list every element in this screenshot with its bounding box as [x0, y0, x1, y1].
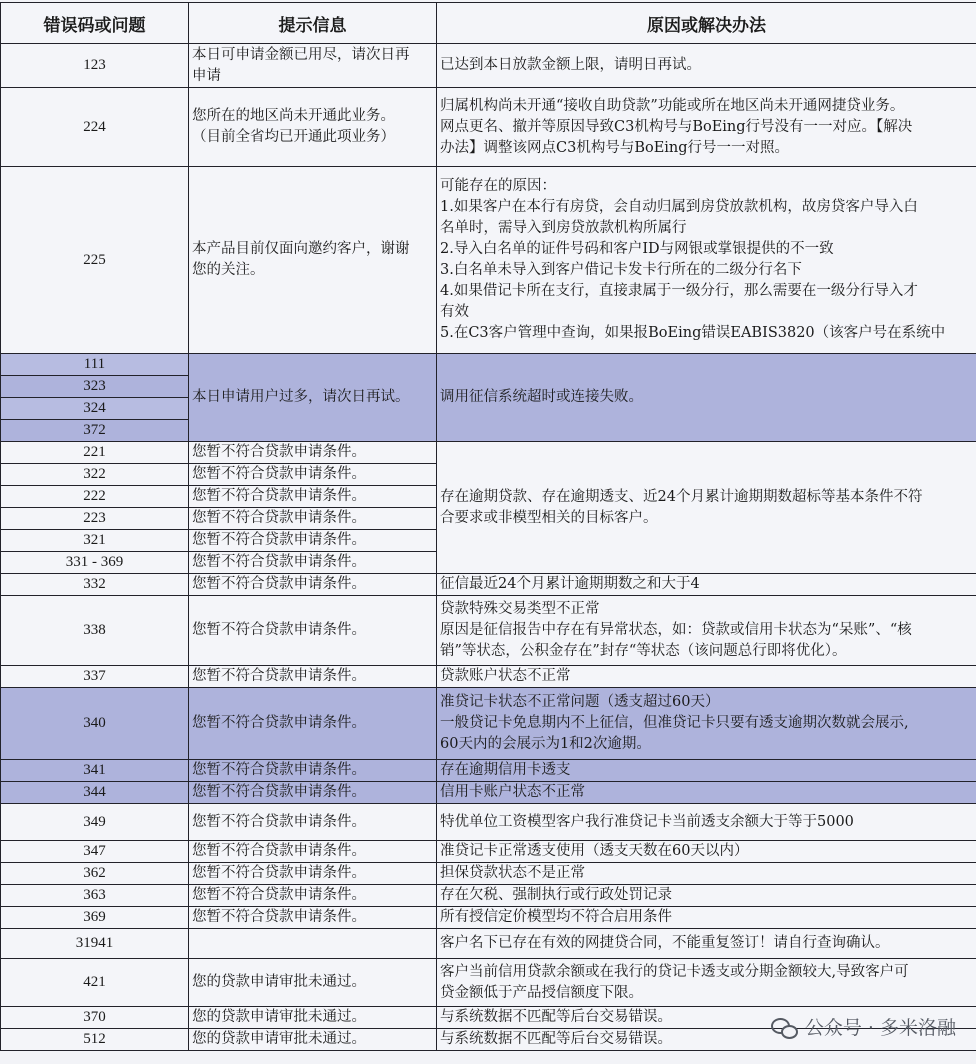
reason-cell: 准贷记卡正常透支使用（透支天数在60天以内） — [437, 841, 976, 863]
hint-cell: 您暂不符合贷款申请条件。 — [189, 508, 437, 530]
code-cell: 222 — [1, 486, 189, 508]
code-cell: 321 — [1, 530, 189, 552]
reason-cell: 客户名下已存在有效的网捷贷合同，不能重复签订！请自行查询确认。 — [437, 929, 976, 959]
hint-cell: 本产品目前仅面向邀约客户，谢谢 您的关注。 — [189, 167, 437, 354]
code-cell: 347 — [1, 841, 189, 863]
code-cell: 344 — [1, 782, 189, 804]
code-cell: 225 — [1, 167, 189, 354]
table-row — [1, 760, 976, 782]
hint-cell: 您暂不符合贷款申请条件。 — [189, 530, 437, 552]
table-row — [1, 44, 976, 88]
reason-cell: 客户当前信用贷款余额或在我行的贷记卡透支或分期金额较大,导致客户可 贷金额低于产品授信额度下限。 — [437, 959, 976, 1007]
hint-cell: 您暂不符合贷款申请条件。 — [189, 782, 437, 804]
code-cell: 370 — [1, 1007, 189, 1029]
hint-cell: 您暂不符合贷款申请条件。 — [189, 486, 437, 508]
hint-cell — [189, 929, 437, 959]
table-row — [1, 596, 976, 666]
code-cell: 111 — [1, 354, 189, 376]
reason-cell: 与系统数据不匹配等后台交易错误。 — [437, 1029, 976, 1051]
hint-cell: 您暂不符合贷款申请条件。 — [189, 841, 437, 863]
code-cell: 324 — [1, 398, 189, 420]
reason-cell: 贷款账户状态不正常 — [437, 666, 976, 688]
reason-cell: 与系统数据不匹配等后台交易错误。 — [437, 1007, 976, 1029]
hint-cell: 您的贷款申请审批未通过。 — [189, 959, 437, 1007]
code-cell: 323 — [1, 376, 189, 398]
hint-cell: 您暂不符合贷款申请条件。 — [189, 804, 437, 841]
hint-cell: 本日申请用户过多，请次日再试。 — [189, 354, 437, 442]
code-cell: 337 — [1, 666, 189, 688]
code-cell: 221 — [1, 442, 189, 464]
code-cell: 372 — [1, 420, 189, 442]
hint-cell: 您暂不符合贷款申请条件。 — [189, 442, 437, 464]
header-reason: 原因或解决办法 — [437, 3, 976, 44]
hint-cell: 您暂不符合贷款申请条件。 — [189, 907, 437, 929]
code-cell: 349 — [1, 804, 189, 841]
code-cell: 123 — [1, 44, 189, 88]
hint-cell: 您所在的地区尚未开通此业务。 （目前全省均已开通此项业务） — [189, 88, 437, 167]
header-hint: 提示信息 — [189, 3, 437, 44]
table-row — [1, 841, 976, 863]
code-cell: 322 — [1, 464, 189, 486]
hint-cell: 您暂不符合贷款申请条件。 — [189, 666, 437, 688]
code-cell: 512 — [1, 1029, 189, 1051]
table-row — [1, 863, 976, 885]
table-row — [1, 782, 976, 804]
header-row — [1, 3, 976, 44]
hint-cell: 您暂不符合贷款申请条件。 — [189, 596, 437, 666]
hint-cell: 您的贷款申请审批未通过。 — [189, 1029, 437, 1051]
header-code: 错误码或问题 — [1, 3, 189, 44]
hint-cell: 您暂不符合贷款申请条件。 — [189, 863, 437, 885]
hint-cell: 您暂不符合贷款申请条件。 — [189, 688, 437, 760]
reason-cell: 已达到本日放款金额上限，请明日再试。 — [437, 44, 976, 88]
code-cell: 341 — [1, 760, 189, 782]
code-cell: 31941 — [1, 929, 189, 959]
hint-cell: 您暂不符合贷款申请条件。 — [189, 885, 437, 907]
reason-cell: 征信最近24个月累计逾期期数之和大于4 — [437, 574, 976, 596]
table-row — [1, 688, 976, 760]
reason-cell: 准贷记卡状态不正常问题（透支超过60天） 一般贷记卡免息期内不上征信，但准贷记卡只要有透支逾期次数就会展示, 60天内的会展示为1和2次逾期。 — [437, 688, 976, 760]
error-code-table — [0, 2, 976, 1051]
table-row — [1, 354, 976, 376]
reason-cell: 信用卡账户状态不正常 — [437, 782, 976, 804]
code-cell: 362 — [1, 863, 189, 885]
table-row — [1, 167, 976, 354]
hint-cell: 您暂不符合贷款申请条件。 — [189, 574, 437, 596]
reason-cell: 担保贷款状态不是正常 — [437, 863, 976, 885]
hint-cell: 您的贷款申请审批未通过。 — [189, 1007, 437, 1029]
table-row — [1, 574, 976, 596]
reason-cell: 可能存在的原因： 1.如果客户在本行有房贷，会自动归属到房贷放款机构，故房贷客户导入白 名单时，需导入到房贷放款机构所属行 2.导入白名单的证件号码和客户ID与网银或掌银提供的不一致 3.白名单未导入到客户借记卡发卡行所在的二级分行名下 4.如果借记卡所在支行，直接隶属于一级分行，那么需要在一级分行导入才 有效 5.在C3客户管理中查询，如果报BoEing错误EABIS3820（该客户号在系统中 — [437, 167, 976, 354]
code-cell: 340 — [1, 688, 189, 760]
watermark — [771, 1013, 956, 1040]
reason-cell: 所有授信定价模型均不符合启用条件 — [437, 907, 976, 929]
hint-cell: 您暂不符合贷款申请条件。 — [189, 552, 437, 574]
reason-cell: 存在欠税、强制执行或行政处罚记录 — [437, 885, 976, 907]
table-row — [1, 442, 976, 464]
code-cell: 421 — [1, 959, 189, 1007]
table-row — [1, 666, 976, 688]
hint-cell: 您暂不符合贷款申请条件。 — [189, 760, 437, 782]
reason-cell: 存在逾期贷款、存在逾期透支、近24个月累计逾期期数超标等基本条件不符 合要求或非模型相关的目标客户。 — [437, 442, 976, 574]
code-cell: 224 — [1, 88, 189, 167]
watermark-text: 公众号 · 多米洛融 — [804, 1017, 956, 1039]
table-row — [1, 907, 976, 929]
wechat-icon — [771, 1016, 797, 1038]
table-row — [1, 88, 976, 167]
table-row — [1, 885, 976, 907]
reason-cell: 调用征信系统超时或连接失败。 — [437, 354, 976, 442]
table-row — [1, 804, 976, 841]
reason-cell: 存在逾期信用卡透支 — [437, 760, 976, 782]
reason-cell: 归属机构尚未开通“接收自助贷款”功能或所在地区尚未开通网捷贷业务。 网点更名、撤并等原因导致C3机构号与BoEing行号没有一一对应。【解决 办法】调整该网点C3机构号与BoEing行号一一对照。 — [437, 88, 976, 167]
code-cell: 331 - 369 — [1, 552, 189, 574]
table-row — [1, 929, 976, 959]
code-cell: 363 — [1, 885, 189, 907]
code-cell: 332 — [1, 574, 189, 596]
reason-cell: 贷款特殊交易类型不正常 原因是征信报告中存在有异常状态，如：贷款或信用卡状态为“呆账”、“核 销”等状态，公积金存在”封存“等状态（该问题总行即将优化）。 — [437, 596, 976, 666]
code-cell: 223 — [1, 508, 189, 530]
hint-cell: 本日可申请金额已用尽，请次日再 申请 — [189, 44, 437, 88]
code-cell: 338 — [1, 596, 189, 666]
table-row — [1, 959, 976, 1007]
code-cell: 369 — [1, 907, 189, 929]
hint-cell: 您暂不符合贷款申请条件。 — [189, 464, 437, 486]
reason-cell: 特优单位工资模型客户我行准贷记卡当前透支余额大于等于5000 — [437, 804, 976, 841]
